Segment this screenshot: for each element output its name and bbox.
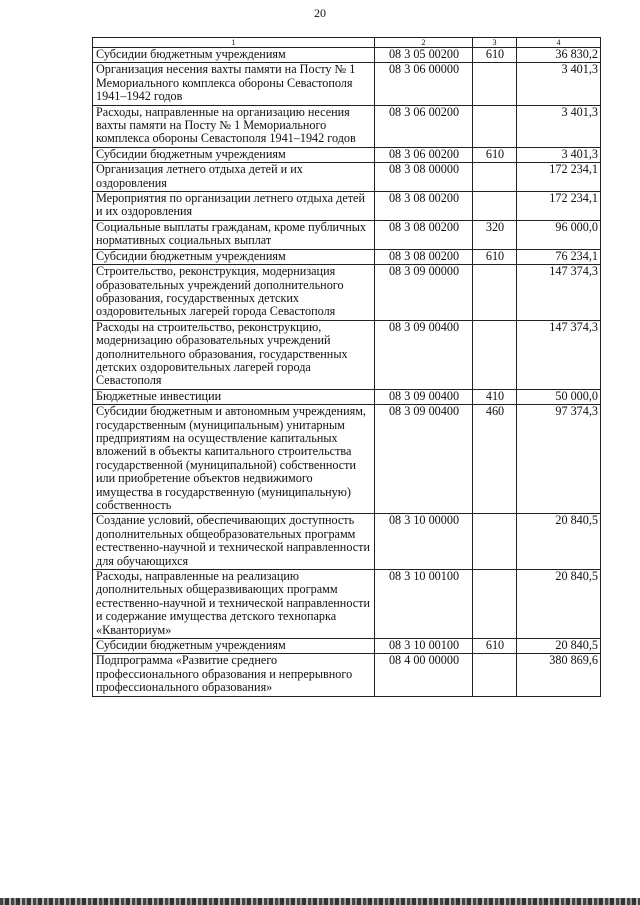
item-name: Социальные выплаты гражданам, кроме публичных нормативных социальных выплат [93,220,375,249]
target-code: 08 3 09 00400 [375,389,473,404]
item-name: Субсидии бюджетным учреждениям [93,249,375,264]
target-code: 08 3 08 00000 [375,163,473,192]
target-code: 08 3 10 00100 [375,570,473,639]
column-header: 3 [473,38,517,48]
amount: 172 234,1 [517,163,601,192]
column-header: 1 [93,38,375,48]
amount: 36 830,2 [517,48,601,63]
target-code: 08 3 08 00200 [375,249,473,264]
expense-type: 610 [473,639,517,654]
table-row [93,249,601,264]
expense-type [473,105,517,147]
table-row [93,389,601,404]
column-header: 2 [375,38,473,48]
expense-type: 460 [473,405,517,514]
table-row [93,654,601,696]
table-row [93,163,601,192]
item-name: Мероприятия по организации летнего отдыха детей и их оздоровления [93,192,375,221]
table-row [93,265,601,321]
amount: 50 000,0 [517,389,601,404]
table-row [93,639,601,654]
expense-type: 610 [473,147,517,162]
amount: 20 840,5 [517,639,601,654]
target-code: 08 3 06 00200 [375,105,473,147]
item-name: Расходы, направленные на реализацию дополнительных общеразвивающих программ естественно-научной и технической направленности и содержание имущества детского технопарка «Кванториум» [93,570,375,639]
item-name: Строительство, реконструкция, модернизация образовательных учреждений дополнительного образования, государственных детских оздоровительных лагерей города Севастополя [93,265,375,321]
expense-type [473,570,517,639]
item-name: Субсидии бюджетным учреждениям [93,48,375,63]
amount: 147 374,3 [517,265,601,321]
amount: 172 234,1 [517,192,601,221]
target-code: 08 3 09 00400 [375,320,473,389]
budget-table [92,37,601,697]
item-name: Организация летнего отдыха детей и их оздоровления [93,163,375,192]
column-header: 4 [517,38,601,48]
expense-type [473,192,517,221]
item-name: Субсидии бюджетным учреждениям [93,639,375,654]
table-row [93,48,601,63]
amount: 3 401,3 [517,105,601,147]
amount: 380 869,6 [517,654,601,696]
target-code: 08 3 10 00000 [375,514,473,570]
item-name: Бюджетные инвестиции [93,389,375,404]
amount: 97 374,3 [517,405,601,514]
table-row [93,192,601,221]
target-code: 08 3 05 00200 [375,48,473,63]
expense-type [473,63,517,105]
expense-type: 610 [473,249,517,264]
target-code: 08 3 10 00100 [375,639,473,654]
scan-edge-artifact [0,898,640,905]
amount: 76 234,1 [517,249,601,264]
page-number: 20 [314,6,326,20]
expense-type [473,654,517,696]
amount: 20 840,5 [517,514,601,570]
table-row [93,320,601,389]
table-row [93,405,601,514]
item-name: Организация несения вахты памяти на Посту № 1 Мемориального комплекса обороны Севастополя 1941–1942 годов [93,63,375,105]
target-code: 08 3 06 00200 [375,147,473,162]
table-header-row [93,38,601,48]
expense-type [473,265,517,321]
table-row [93,147,601,162]
item-name: Подпрограмма «Развитие среднего профессионального образования и непрерывного профессионального образования» [93,654,375,696]
target-code: 08 3 08 00200 [375,192,473,221]
amount: 3 401,3 [517,63,601,105]
target-code: 08 3 08 00200 [375,220,473,249]
target-code: 08 3 09 00000 [375,265,473,321]
table-row [93,514,601,570]
target-code: 08 4 00 00000 [375,654,473,696]
item-name: Создание условий, обеспечивающих доступность дополнительных общеобразовательных программ естественно-научной и технической направленности для обучающихся [93,514,375,570]
target-code: 08 3 06 00000 [375,63,473,105]
expense-type [473,514,517,570]
amount: 96 000,0 [517,220,601,249]
expense-type: 320 [473,220,517,249]
amount: 20 840,5 [517,570,601,639]
table-row [93,105,601,147]
item-name: Субсидии бюджетным учреждениям [93,147,375,162]
item-name: Расходы, направленные на организацию несения вахты памяти на Посту № 1 Мемориального комплекса обороны Севастополя 1941–1942 годов [93,105,375,147]
table-row [93,63,601,105]
table-row [93,570,601,639]
target-code: 08 3 09 00400 [375,405,473,514]
item-name: Субсидии бюджетным и автономным учреждениям, государственным (муниципальным) унитарным предприятиям на осуществление капитальных вложений в объекты капитального строительства государственной (муниципальной) собственности или приобретение объектов недвижимого имущества в государственную (муниципальную) собственность [93,405,375,514]
expense-type [473,320,517,389]
expense-type [473,163,517,192]
table-row [93,220,601,249]
expense-type: 410 [473,389,517,404]
amount: 147 374,3 [517,320,601,389]
expense-type: 610 [473,48,517,63]
item-name: Расходы на строительство, реконструкцию, модернизацию образовательных учреждений дополнительного образования, государственных детских оздоровительных лагерей города Севастополя [93,320,375,389]
amount: 3 401,3 [517,147,601,162]
